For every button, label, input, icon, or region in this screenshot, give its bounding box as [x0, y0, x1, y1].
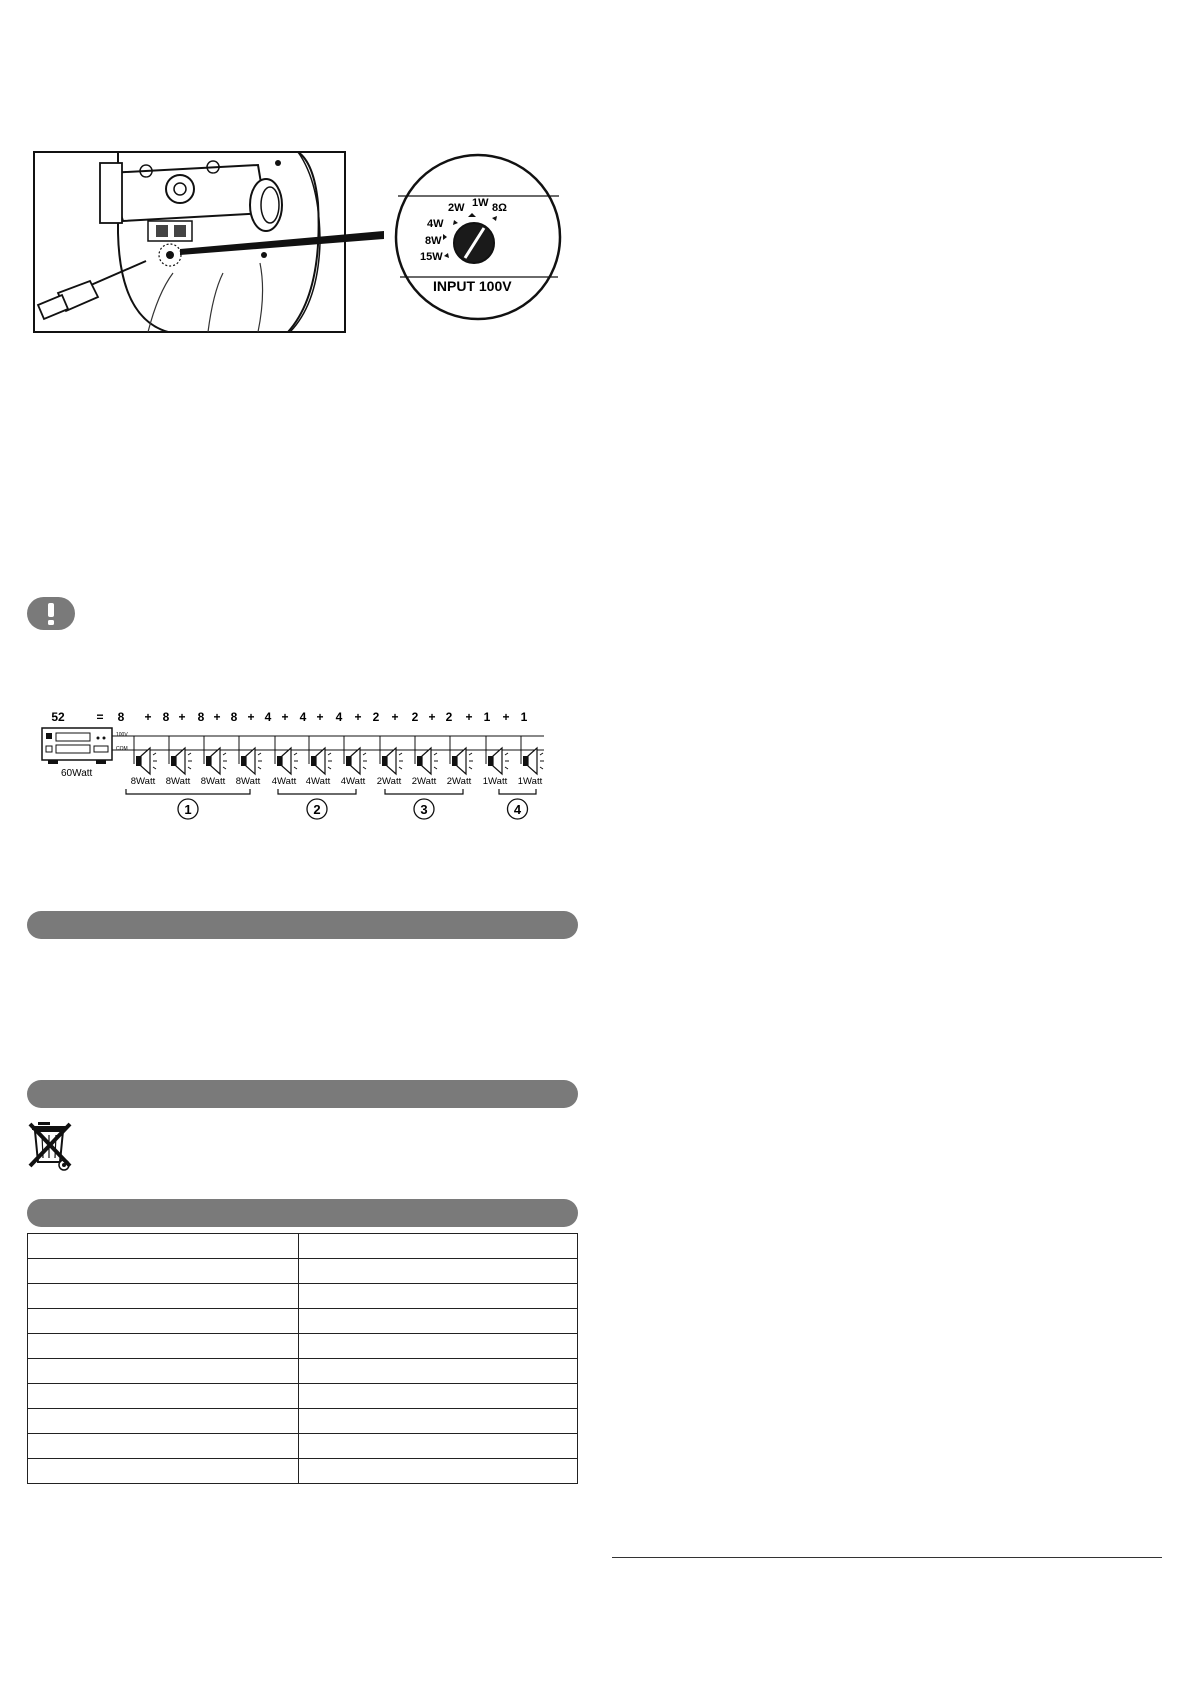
equation-token: +	[281, 710, 289, 724]
equation-token: 1	[483, 710, 491, 724]
spec-label-cell	[28, 1384, 299, 1409]
group-number: 3	[420, 802, 428, 817]
equation-token: +	[354, 710, 362, 724]
table-row	[28, 1234, 578, 1259]
equation-token: 4	[264, 710, 272, 724]
group-bracket	[278, 789, 356, 794]
spec-value-cell	[299, 1334, 578, 1359]
table-row	[28, 1434, 578, 1459]
exclamation-icon	[27, 597, 75, 630]
speaker-wiring-diagram	[38, 708, 558, 828]
spec-label-cell	[28, 1309, 299, 1334]
equation-token: =	[96, 710, 104, 724]
specifications-table	[27, 1233, 578, 1484]
speaker-watt-label: 4Watt	[305, 776, 331, 787]
speaker-watt-label: 1Watt	[482, 776, 508, 787]
speaker-watt-label: 1Watt	[517, 776, 543, 787]
table-row	[28, 1384, 578, 1409]
dial-label-15w: 15W	[420, 251, 443, 263]
speaker-watt-label: 2Watt	[446, 776, 472, 787]
dial-label-8ohm: 8Ω	[492, 202, 507, 214]
speaker-symbol	[521, 736, 544, 774]
input-100v-label: INPUT 100V	[433, 278, 512, 294]
equation-token: +	[502, 710, 510, 724]
equation-token: 4	[335, 710, 343, 724]
speaker-watt-label: 4Watt	[340, 776, 366, 787]
spec-label-cell	[28, 1284, 299, 1309]
terminal-100v-label: 100V	[116, 732, 128, 738]
equation-token: +	[316, 710, 324, 724]
spec-value-cell	[299, 1234, 578, 1259]
spec-value-cell	[299, 1409, 578, 1434]
speaker-watt-label: 8Watt	[130, 776, 156, 787]
spec-label-cell	[28, 1334, 299, 1359]
speaker-symbol	[415, 736, 438, 774]
spec-value-cell	[299, 1434, 578, 1459]
table-row	[28, 1359, 578, 1384]
speaker-watt-label: 8Watt	[200, 776, 226, 787]
table-row	[28, 1334, 578, 1359]
equation-token: +	[213, 710, 221, 724]
amplifier	[42, 728, 112, 764]
footer-rule	[612, 1557, 1162, 1558]
dial-label-1w: 1W	[472, 197, 489, 209]
dial-label-2w: 2W	[448, 202, 465, 214]
spec-label-cell	[28, 1434, 299, 1459]
speaker-symbol	[344, 736, 367, 774]
equation-token: +	[428, 710, 436, 724]
dial-label-8w: 8W	[425, 235, 442, 247]
spec-label-cell	[28, 1409, 299, 1434]
equation-token: 2	[411, 710, 419, 724]
spec-label-cell	[28, 1259, 299, 1284]
section-header-bar	[27, 1080, 578, 1108]
installation-illustration	[28, 143, 563, 338]
dial-label-4w: 4W	[427, 218, 444, 230]
spec-label-cell	[28, 1234, 299, 1259]
spec-label-cell	[28, 1359, 299, 1384]
spec-value-cell	[299, 1459, 578, 1484]
group-bracket	[385, 789, 463, 794]
spec-label-cell	[28, 1459, 299, 1484]
speaker-symbol	[204, 736, 227, 774]
table-row	[28, 1409, 578, 1434]
amplifier-watt-label: 60Watt	[61, 768, 93, 779]
speaker-symbol	[134, 736, 157, 774]
equation-token: +	[178, 710, 186, 724]
spec-value-cell	[299, 1259, 578, 1284]
crossed-out-wheelie-bin-icon	[28, 1118, 74, 1172]
spec-value-cell	[299, 1359, 578, 1384]
speaker-symbol	[309, 736, 332, 774]
equation-token: 8	[162, 710, 170, 724]
group-bracket	[499, 789, 536, 794]
group-number: 2	[313, 802, 321, 817]
spec-value-cell	[299, 1284, 578, 1309]
speaker-watt-label: 8Watt	[165, 776, 191, 787]
speaker-symbol	[169, 736, 192, 774]
terminal-com-label: COM	[116, 746, 128, 752]
equation-token: +	[465, 710, 473, 724]
speaker-symbol	[450, 736, 473, 774]
speaker-watt-label: 2Watt	[376, 776, 402, 787]
speaker-symbol	[239, 736, 262, 774]
speaker-watt-label: 4Watt	[271, 776, 297, 787]
equation-token: +	[144, 710, 152, 724]
speaker-symbol	[380, 736, 403, 774]
speaker-symbol	[486, 736, 509, 774]
equation-token: 8	[230, 710, 238, 724]
equation-token: 4	[299, 710, 307, 724]
group-bracket	[126, 789, 250, 794]
equation-token: 1	[520, 710, 528, 724]
spec-value-cell	[299, 1309, 578, 1334]
equation-token: +	[247, 710, 255, 724]
table-row	[28, 1309, 578, 1334]
power-equation	[51, 710, 527, 724]
speaker-watt-label: 8Watt	[235, 776, 261, 787]
group-number: 1	[184, 802, 192, 817]
speaker-symbol	[275, 736, 298, 774]
group-number: 4	[513, 802, 522, 817]
equation-token: 52	[51, 710, 65, 724]
equation-token: 2	[372, 710, 380, 724]
table-row	[28, 1259, 578, 1284]
table-row	[28, 1284, 578, 1309]
equation-token: +	[391, 710, 399, 724]
spec-value-cell	[299, 1384, 578, 1409]
equation-token: 8	[197, 710, 205, 724]
table-row	[28, 1459, 578, 1484]
section-header-bar	[27, 911, 578, 939]
speaker-watt-label: 2Watt	[411, 776, 437, 787]
equation-token: 2	[445, 710, 453, 724]
section-header-bar	[27, 1199, 578, 1227]
equation-token: 8	[117, 710, 125, 724]
